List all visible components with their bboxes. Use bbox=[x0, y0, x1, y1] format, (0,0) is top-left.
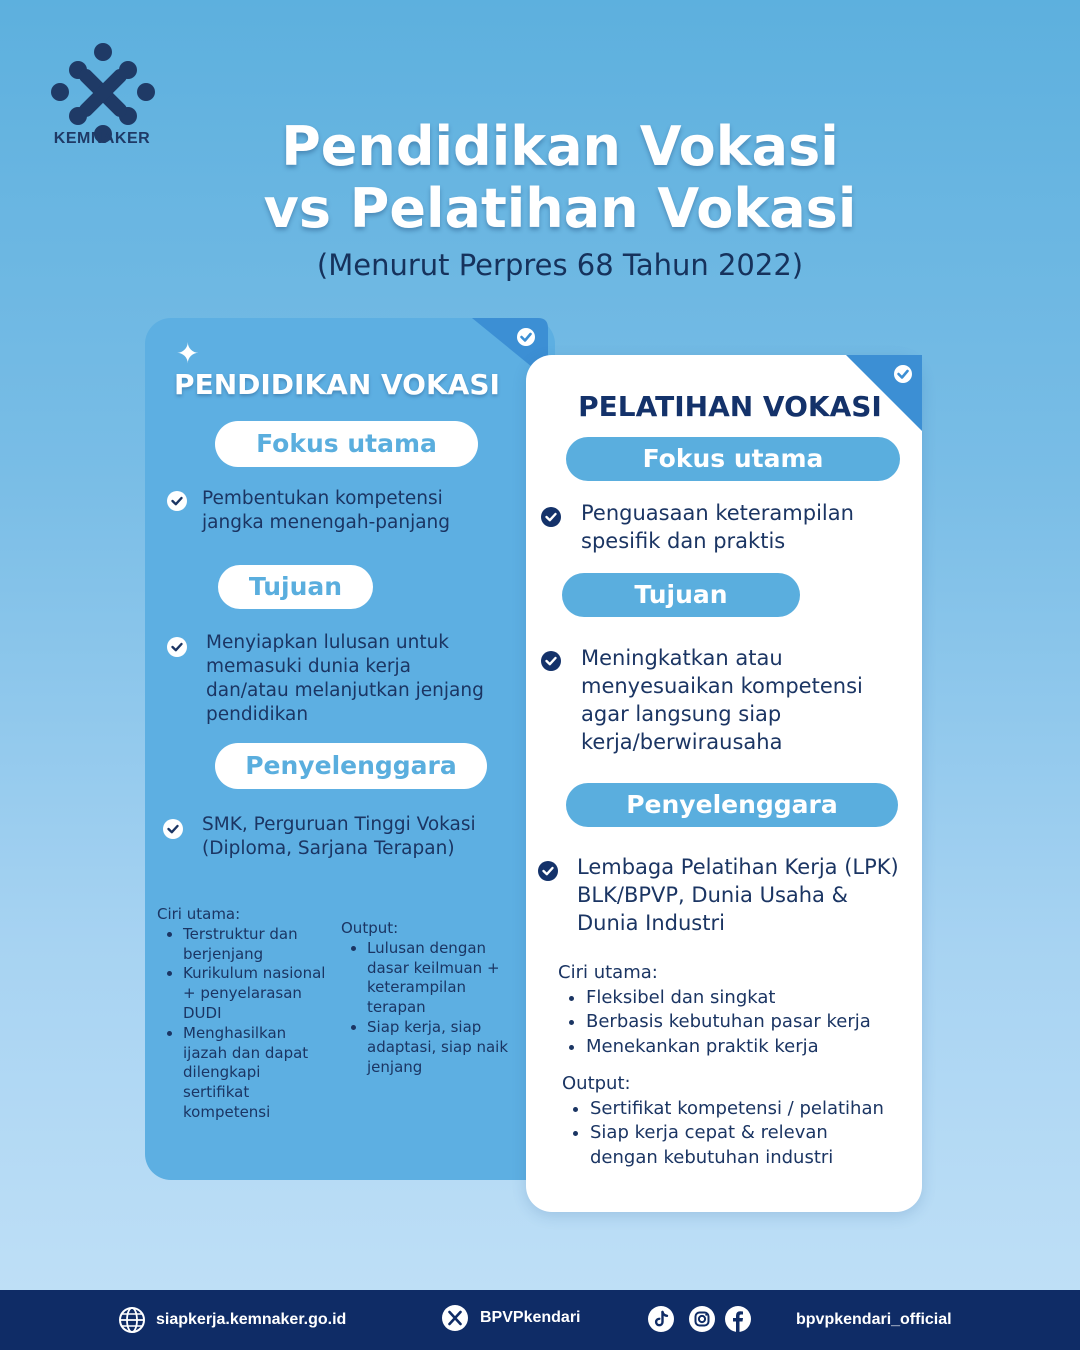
text-line: keterampilan bbox=[367, 978, 467, 997]
left-penyelenggara-pill: Penyelenggara bbox=[215, 743, 487, 789]
text-line: SMK, Perguruan Tinggi Vokasi bbox=[202, 814, 476, 835]
check-circle-icon bbox=[162, 818, 184, 840]
list-item bbox=[183, 1024, 337, 1123]
text-line: Kurikulum nasional bbox=[183, 964, 326, 983]
left-fokus-text bbox=[202, 487, 450, 535]
text-line: sertifikat bbox=[183, 1083, 250, 1102]
text-line: terapan bbox=[367, 998, 426, 1017]
text-line: dengan kebutuhan industri bbox=[590, 1146, 834, 1168]
text-line: kerja/berwirausaha bbox=[581, 730, 783, 754]
list-item: • Menekankan praktik kerja bbox=[586, 1035, 908, 1060]
subtitle: (Menurut Perpres 68 Tahun 2022) bbox=[316, 248, 804, 282]
left-tujuan-pill: Tujuan bbox=[218, 565, 373, 609]
text-line: jenjang bbox=[367, 1057, 423, 1076]
text-line: Terstruktur dan bbox=[183, 924, 298, 943]
right-fokus-text bbox=[581, 499, 854, 555]
left-heading: PENDIDIKAN VOKASI bbox=[174, 368, 500, 401]
list-item: • Fleksibel dan singkat bbox=[586, 986, 908, 1011]
list-item bbox=[367, 939, 523, 1018]
text-line: agar langsung siap bbox=[581, 702, 782, 726]
text-line: memasuki dunia kerja bbox=[206, 656, 411, 677]
check-circle-icon bbox=[166, 490, 188, 512]
check-circle-icon bbox=[166, 636, 188, 658]
ciri-label: Ciri utama: bbox=[558, 962, 658, 983]
title-line-2: vs Pelatihan Vokasi bbox=[263, 177, 857, 240]
output-label: Output: bbox=[341, 919, 399, 937]
text-line: Pembentukan kompetensi bbox=[202, 488, 443, 509]
output-label: Output: bbox=[562, 1073, 631, 1094]
text-line: BLK/BPVP, Dunia Usaha & bbox=[577, 883, 848, 907]
text-line: Penguasaan keterampilan bbox=[581, 501, 854, 525]
text-line: Menyiapkan lulusan untuk bbox=[206, 632, 450, 653]
right-heading: PELATIHAN VOKASI bbox=[578, 390, 882, 423]
left-fokus-pill: Fokus utama bbox=[215, 421, 478, 467]
right-output bbox=[562, 1072, 912, 1170]
left-output bbox=[341, 919, 523, 1077]
logo-text: KEMNAKER bbox=[53, 130, 151, 147]
text-line: pendidikan bbox=[206, 704, 309, 725]
text-line: dan/atau melanjutkan jenjang bbox=[206, 680, 484, 701]
text-line: adaptasi, siap naik bbox=[367, 1037, 509, 1056]
text-line: menyesuaikan kompetensi bbox=[581, 674, 863, 698]
right-fokus-pill: Fokus utama bbox=[566, 437, 900, 481]
text-line: Siap kerja cepat & relevan bbox=[590, 1122, 828, 1144]
footer-social-handle[interactable]: bpvpkendari_official bbox=[796, 1311, 952, 1328]
text-line: Lulusan dengan bbox=[367, 938, 487, 957]
text-line: Menghasilkan bbox=[183, 1023, 287, 1042]
title-line-1: Pendidikan Vokasi bbox=[281, 115, 839, 178]
right-penyelenggara-text bbox=[577, 853, 899, 937]
footer-x-handle[interactable]: BPVPkendari bbox=[480, 1309, 581, 1326]
text-line: spesifik dan praktis bbox=[581, 529, 786, 553]
text-line: + penyelarasan bbox=[183, 984, 302, 1003]
right-tujuan-pill: Tujuan bbox=[562, 573, 800, 617]
text-line: ijazah dan dapat bbox=[183, 1043, 309, 1062]
text-line: berjenjang bbox=[183, 944, 264, 963]
footer-website[interactable]: siapkerja.kemnaker.go.id bbox=[156, 1311, 347, 1328]
sparkle-icon: ✦ bbox=[176, 337, 200, 370]
list-item: • Berbasis kebutuhan pasar kerja bbox=[586, 1010, 908, 1035]
left-penyelenggara-text bbox=[202, 813, 476, 861]
list-item bbox=[590, 1121, 912, 1170]
right-ciri-utama bbox=[558, 961, 908, 1059]
left-tujuan-text bbox=[206, 631, 484, 727]
text-line: kompetensi bbox=[183, 1102, 271, 1121]
list-item bbox=[183, 964, 337, 1023]
text-line: DUDI bbox=[183, 1003, 222, 1022]
tiktok-icon[interactable] bbox=[647, 1305, 675, 1333]
text-line: Sertifikat kompetensi / pelatihan bbox=[590, 1097, 884, 1119]
left-ciri-utama bbox=[157, 905, 337, 1123]
text-line: Dunia Industri bbox=[577, 911, 725, 935]
instagram-icon[interactable] bbox=[688, 1305, 716, 1333]
right-tujuan-text bbox=[581, 644, 863, 756]
text-line: Lembaga Pelatihan Kerja (LPK) bbox=[577, 855, 899, 879]
check-circle-icon bbox=[537, 860, 559, 882]
text-line: Siap kerja, siap bbox=[367, 1017, 482, 1036]
right-penyelenggara-pill: Penyelenggara bbox=[566, 783, 898, 827]
list-item bbox=[590, 1097, 912, 1122]
list-item bbox=[183, 925, 337, 965]
text-line: (Diploma, Sarjana Terapan) bbox=[202, 838, 455, 859]
facebook-icon[interactable] bbox=[724, 1305, 752, 1333]
ciri-label: Ciri utama: bbox=[157, 905, 241, 923]
x-icon[interactable] bbox=[441, 1304, 469, 1332]
text-line: jangka menengah-panjang bbox=[202, 512, 451, 533]
list-item bbox=[367, 1018, 523, 1077]
text-line: dilengkapi bbox=[183, 1063, 261, 1082]
check-circle-icon bbox=[540, 650, 562, 672]
check-circle-icon bbox=[540, 506, 562, 528]
globe-icon bbox=[118, 1306, 146, 1334]
text-line: Meningkatkan atau bbox=[581, 646, 783, 670]
text-line: dasar keilmuan + bbox=[367, 958, 500, 977]
